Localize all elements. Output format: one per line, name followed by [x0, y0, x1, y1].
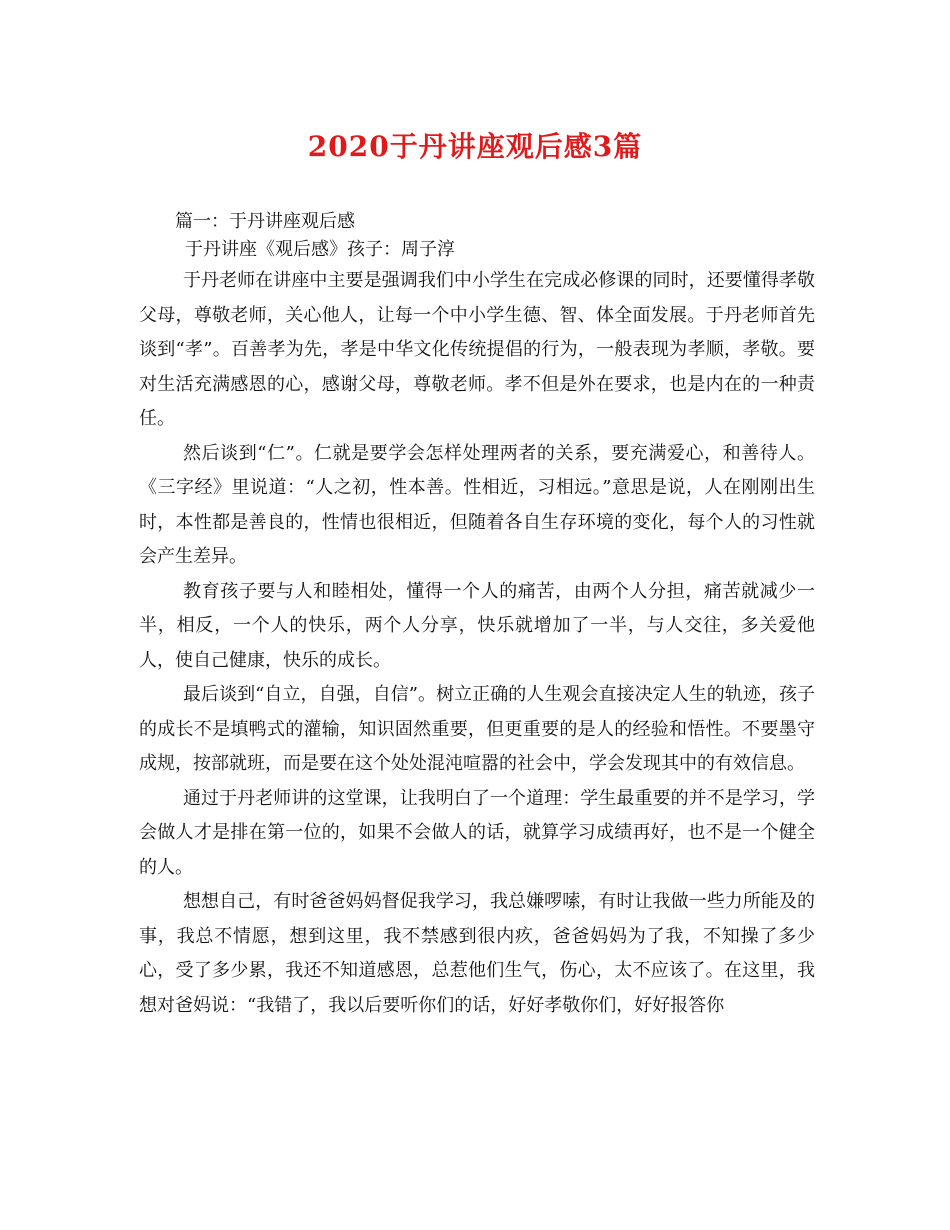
- paragraph: 然后谈到“仁”。仁就是要学会怎样处理两者的关系，要充满爱心，和善待人。《三字经》里说道：“人之初，性本善。性相近，习相远。”意思是说，人在刚刚出生时，本性都是善良的，性情也很相近，但随着各自生存环境的变化，每个人的习性就会产生差异。: [139, 442, 815, 567]
- byline: 于丹讲座《观后感》孩子：周子淳: [185, 239, 455, 260]
- paragraph: 教育孩子要与人和睦相处，懂得一个人的痛苦，由两个人分担，痛苦就减少一半，相反，一个人的快乐，两个人分享，快乐就增加了一半，与人交往，多关爱他人，使自己健康，快乐的成长。: [139, 580, 815, 671]
- paragraph: 于丹老师在讲座中主要是强调我们中小学生在完成必修课的同时，还要懂得孝敬父母，尊敬老师，关心他人，让每一个中小学生德、智、体全面发展。于丹老师首先谈到“孝”。百善孝为先，孝是中华文化传统提倡的行为，一般表现为孝顺，孝敬。要对生活充满感恩的心，感谢父母，尊敬老师。孝不但是外在要求，也是内在的一种责任。: [139, 270, 815, 429]
- paragraph: 最后谈到“自立，自强，自信”。树立正确的人生观会直接决定人生的轨迹，孩子的成长不是填鸭式的灌输，知识固然重要，但更重要的是人的经验和悟性。不要墨守成规，按部就班，而是要在这个处处混沌喧嚣的社会中，学会发现其中的有效信息。: [139, 684, 815, 774]
- document-body: [139, 208, 815, 1023]
- section-heading: 篇一：于丹讲座观后感: [175, 211, 355, 232]
- document-title: 2020于丹讲座观后感3篇: [307, 130, 643, 163]
- paragraph: 想想自己，有时爸爸妈妈督促我学习，我总嫌啰嗦，有时让我做一些力所能及的事，我总不情愿，想到这里，我不禁感到很内疚，爸爸妈妈为了我，不知操了多少心，受了多少累，我还不知道感恩，总惹他们生气，伤心，太不应该了。在这里，我想对爸妈说：“我错了，我以后要听你们的话，好好孝敬你们，好好报答你: [139, 891, 815, 1016]
- paragraph: 通过于丹老师讲的这堂课，让我明白了一个道理：学生最重要的并不是学习，学会做人才是排在第一位的，如果不会做人的话，就算学习成绩再好，也不是一个健全的人。: [139, 787, 815, 878]
